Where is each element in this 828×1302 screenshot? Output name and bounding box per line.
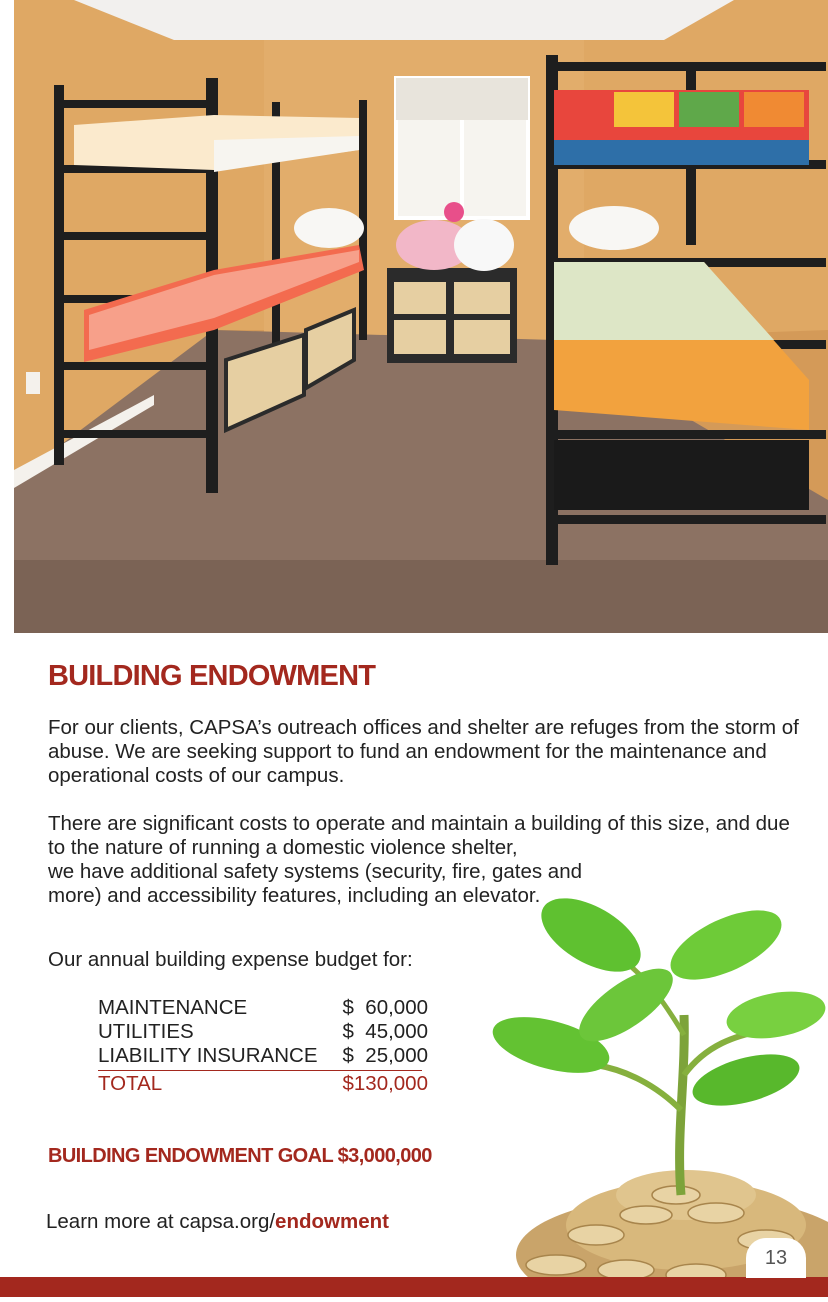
endowment-goal: BUILDING ENDOWMENT GOAL $3,000,000 <box>48 1145 432 1167</box>
bedroom-photo <box>14 0 828 633</box>
budget-row-total <box>98 1072 428 1096</box>
budget-intro: Our annual building expense budget for: <box>48 948 413 971</box>
budget-amount: $ 60,000 <box>342 996 428 1019</box>
costs-paragraph <box>48 812 808 908</box>
plant-on-coins-image <box>476 895 828 1297</box>
footer-bar <box>0 1277 828 1297</box>
budget-row-utilities <box>98 1020 428 1044</box>
bunk-bed-room-image <box>14 0 828 633</box>
budget-table <box>98 996 428 1096</box>
total-amount: $130,000 <box>342 1072 428 1095</box>
sprout-icon <box>476 895 828 1297</box>
budget-row-insurance <box>98 1044 428 1068</box>
learn-more <box>46 1210 389 1234</box>
learn-more-prefix: Learn more at capsa.org/ <box>46 1210 276 1233</box>
page-number: 13 <box>746 1238 806 1278</box>
budget-row-maintenance <box>98 996 428 1020</box>
total-label: TOTAL <box>98 1072 163 1095</box>
budget-amount: $ 25,000 <box>342 1044 428 1067</box>
budget-label: MAINTENANCE <box>98 996 248 1019</box>
budget-divider <box>98 1070 422 1071</box>
page-title: BUILDING ENDOWMENT <box>48 660 376 692</box>
budget-label: LIABILITY INSURANCE <box>98 1044 318 1067</box>
costs-paragraph-line2: we have additional safety systems (security, fire, gates and more) and accessibility features, including an elevator. <box>48 860 583 907</box>
budget-amount: $ 45,000 <box>342 1020 428 1043</box>
budget-label: UTILITIES <box>98 1020 194 1043</box>
costs-paragraph-line1: There are significant costs to operate and maintain a building of this size, and due to the nature of running a domestic violence shelter, <box>48 812 790 859</box>
intro-paragraph: For our clients, CAPSA’s outreach offices and shelter are refuges from the storm of abuse. We are seeking support to fund an endowment for the maintenance and operational costs of our campus. <box>48 716 799 787</box>
endowment-link[interactable]: endowment <box>275 1210 389 1233</box>
